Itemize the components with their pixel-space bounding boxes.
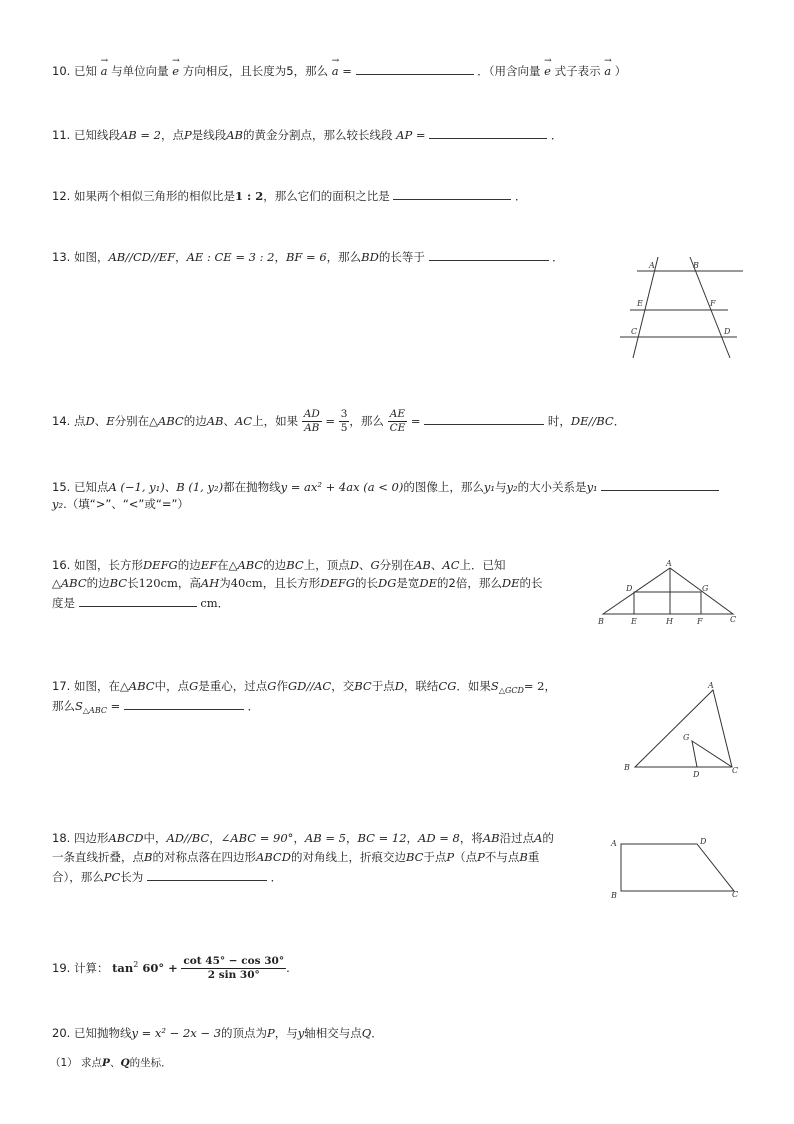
vector-e: → e [544,63,551,80]
math-ab: AB [206,414,224,428]
math-triangle-abc: △ABC [119,679,155,693]
question-14 [52,406,625,436]
q14-text-7: 时， [547,414,571,428]
answer-blank-10[interactable] [356,62,474,75]
math-bc: BC [286,558,304,572]
q14-text-8: ． [613,414,626,428]
math-defg: DEFG [142,558,178,572]
label-b: B [693,261,699,270]
math-ac: AC [234,414,253,428]
label-g: G [702,584,709,593]
q11-number: 11. 已知线段 [52,128,120,142]
q20-part-1-end: 的坐标． [129,1057,172,1069]
question-16 [52,557,506,574]
q18-text: ， [209,831,221,845]
math-d: D [349,558,359,572]
q16-text: ，且长方形 [262,576,321,590]
q18-text: 于点 [423,850,447,864]
label-e: E [637,299,643,308]
q16-text: 的长 [519,576,543,590]
answer-blank-15[interactable] [601,478,719,491]
q16-text: 的边 [86,576,110,590]
q13-text-5: ． [552,250,564,264]
math-p: P [183,128,192,142]
q15-text-3: 的图像上，那么 [403,480,484,494]
q11-text-1: ，点 [160,128,184,142]
question-13 [52,248,564,266]
triangle-abc [603,568,733,614]
q17-text: 于点 [371,679,395,693]
q10-number: 10. 已知 [52,64,97,78]
q15-text-4: 与 [494,480,507,494]
triangle-abc [635,690,732,767]
math-ratio: AE : CE = 3 : 2 [186,250,275,264]
label-b: B [624,763,630,772]
math-de: DE [501,576,520,590]
q18-text: ， [345,831,358,845]
q10-text-3: ．（用含向量 [477,64,541,78]
question-20 [52,1025,383,1042]
q16-text: 的边 [177,558,201,572]
q11-text-2: 是线段 [191,128,227,142]
math-tan-arg: 60° + [138,961,178,975]
q15-text-2: 都在抛物线 [223,480,281,494]
math-y: y [297,1026,305,1040]
math-ah: AH [200,576,220,590]
q17-text: ．如果 [456,679,491,693]
q16-text: 度是 [52,596,75,610]
label-b: B [611,891,617,900]
q17-text: 作 [276,679,288,693]
q15-hint: .（填“>”、“<”或“=”） [63,497,189,511]
label-a: A [649,261,655,270]
math-dg: DG [378,576,397,590]
q20-number: 20. 已知抛物线 [52,1026,132,1040]
q16-text: 的边 [263,558,287,572]
q12-text-3: ． [515,189,527,203]
q18-number: 18. 四边形 [52,831,109,845]
answer-blank-11[interactable] [429,126,547,139]
q16-text: 长 [127,576,139,590]
q17-text: 那么 [52,699,75,713]
math-parabola: y = ax² + 4ax (a < 0) [280,480,404,494]
q13-text-2: ， [274,250,286,264]
math-value: = 2 [523,679,545,693]
q17-number: 17. 如图，在 [52,679,120,693]
q11-text-3: 的黄金分割点，那么较长线段 [243,128,393,142]
math-ad-parallel-bc: AD//BC [166,831,210,845]
q14-text-3: 的边 [183,414,207,428]
q18-text: ， [406,831,419,845]
q16-text: 为 [219,576,231,590]
answer-blank-13[interactable] [429,248,549,261]
q16-text: 的2倍，那么 [437,576,502,590]
label-c: C [730,615,737,624]
q18-text: 长为 [120,870,144,884]
q10-text-4: 式子表示 [554,64,601,78]
math-ef: EF [200,558,218,572]
label-h: H [666,617,673,626]
label-d: D [724,327,731,336]
math-tan: tan [112,961,134,975]
math-parabola: y = x² − 2x − 3 [131,1026,222,1040]
q13-number: 13. 如图， [52,250,109,264]
q15-text-5: 的大小关系是 [517,480,587,494]
value-120cm: 120cm [138,576,178,590]
q18-text: （点 [454,850,478,864]
answer-blank-14[interactable] [424,412,544,425]
question-19 [52,950,290,983]
math-bc: BC [354,679,372,693]
q14-text-6: ，那么 [349,414,384,428]
q17-text: ，交 [331,679,355,693]
label-a: A [666,559,672,568]
math-p: P [477,850,485,864]
q20-text: ． [371,1026,383,1040]
question-18 [52,830,554,847]
figure-16-triangle-rectangle [595,558,745,628]
math-ab: AB = 2 [119,128,161,142]
q13-text-3: ，那么 [326,250,362,264]
math-gd-parallel-ac: GD//AC [287,679,332,693]
q16-text: 分别在 [379,558,415,572]
fraction-ae-ce: $\frac{AE}{CE}$ [389,408,406,434]
label-d: D [700,837,707,846]
q10-text-1: 与单位向量 [111,64,169,78]
q16-text: ，高 [177,576,201,590]
q17-text: ． [247,699,260,713]
q18-text: 的对角线上，折痕交边 [290,850,406,864]
label-c: C [732,890,739,899]
q17-text: 是重心，过点 [198,679,268,693]
vector-e: → e [172,63,179,80]
question-18-line2 [52,849,539,866]
equals-sign: = [110,699,121,713]
segments-gd-gc [692,741,732,767]
unit-cm: cm． [200,596,230,610]
math-exponent: 2 [133,960,139,969]
q19-end: . [286,961,290,975]
fraction-cot-cos: $\frac{\cot 45^\circ - \cos 30^\circ}{2 \sin 30^\circ}$ [183,955,285,981]
math-y2: y₂ [506,480,518,494]
math-abcd: ABCD [255,850,291,864]
question-18-line3 [52,868,282,886]
question-16-line2 [52,575,543,592]
math-d: D [394,679,404,693]
label-c: C [732,766,739,775]
vector-a: → a [332,63,339,80]
math-p: P [102,1057,110,1069]
answer-blank-12[interactable] [393,187,511,200]
q12-text: 12. 如果两个相似三角形的相似比是 [52,189,235,203]
q17-text: ， [544,679,556,693]
vector-a: → a [604,63,611,80]
q18-text: ． [270,870,283,884]
label-d: D [693,770,700,778]
math-ap: AP = [396,128,426,142]
equals-sign: = [325,414,336,428]
math-cg: CG [438,679,457,693]
math-e: E [106,414,115,428]
math-d: D [85,414,95,428]
math-y1: y₁ [483,480,495,494]
question-20-part-1 [50,1055,172,1072]
math-y2: y₂ [52,497,64,511]
math-ac: AC [442,558,460,572]
q14-text-4: 、 [223,414,235,428]
q16-text: 、 [430,558,443,572]
q20-part-1-text: 求点 [81,1057,103,1069]
figure-18-trapezoid [606,832,746,902]
trapezoid-abcd [621,844,734,891]
q17-text: ，联结 [403,679,439,693]
math-q: Q [120,1057,130,1069]
math-ad: AD = 8 [418,831,460,845]
q18-text: 中， [143,831,167,845]
math-sub-gcd: △GCD [498,686,524,695]
math-point-b: B (1, y₂) [176,480,224,494]
q14-number: 14. 点 [52,414,86,428]
value-40cm: 40cm [230,576,263,590]
math-p: P [446,850,455,864]
q18-text: 合），那么 [52,870,104,884]
question-11 [52,126,562,144]
question-17-line2 [52,697,259,719]
math-g: G [189,679,199,693]
q16-text: 在 [217,558,229,572]
q18-text: 重 [527,850,540,864]
math-pc: PC [103,870,121,884]
answer-blank-16[interactable] [79,594,197,607]
q14-text-1: 、 [94,414,107,428]
q12-text-2: ，那么它们的面积之比是 [263,189,390,203]
label-c: C [631,327,638,336]
question-12 [52,187,527,205]
q16-text: 上，顶点 [303,558,350,572]
q20-text: 的顶点为 [221,1026,268,1040]
label-f: F [710,299,716,308]
math-g: G [370,558,380,572]
question-16-line3 [52,594,229,612]
q17-text: 中，点 [154,679,190,693]
math-b: B [144,850,153,864]
math-abcd: ABCD [108,831,144,845]
q11-text-4: ． [550,128,563,142]
question-17 [52,678,556,699]
math-s: S [490,679,499,693]
equals-sign: = [410,414,421,428]
math-ab: AB [414,558,431,572]
q19-number: 19. 计算： [52,961,109,975]
rectangle-defg [634,592,701,614]
math-b: B [519,850,528,864]
math-angle-abc: ∠ABC = 90° [220,831,294,845]
q18-text: ，将 [459,831,483,845]
question-15 [52,478,719,496]
label-e: E [631,617,637,626]
q18-text: ， [293,831,305,845]
math-sub-abc: △ABC [82,706,107,715]
math-bd: BD [361,250,379,264]
label-a: A [708,681,714,690]
math-bf: BF = 6 [285,250,327,264]
q18-text: 一条直线折叠，点 [52,850,144,864]
q10-text-5: ） [614,64,627,78]
math-defg: DEFG [320,576,355,590]
q15-number: 15. 已知点 [52,480,109,494]
q13-text-4: 的长等于 [378,250,425,264]
q16-text: 的长 [355,576,378,590]
figure-13-parallel-lines [615,255,745,365]
q18-text: 沿过点 [499,831,535,845]
math-ab: AB = 5 [304,831,346,845]
part-1-number: （1） [50,1057,78,1069]
math-point-a: A (−1, y₁) [108,480,165,494]
math-ab: AB [482,831,500,845]
q16-number: 16. 如图，长方形 [52,558,143,572]
q14-text-2: 分别在 [114,414,150,428]
figure-17-triangle-centroid [620,678,745,778]
math-q: Q [361,1026,372,1040]
q10-text-2: 方向相反，且长度为5，那么 [182,64,329,78]
q14-text-5: 上，如果 [252,414,299,428]
q18-text: 的对称点落在四边形 [152,850,256,864]
answer-blank-17[interactable] [124,697,244,710]
fraction-3-5: $\frac{3}{5}$ [340,408,348,434]
math-bc: BC [405,850,424,864]
q20-text: 轴相交与点 [304,1026,362,1040]
q16-text: 上．已知 [459,558,506,572]
math-de: DE [419,576,438,590]
equals-sign: = [342,64,352,78]
math-triangle-abc: △ABC [228,558,264,572]
math-de-parallel-bc: DE//BC [570,414,614,428]
label-a: A [611,839,617,848]
math-y1: y₁ [586,480,598,494]
question-15-line2 [52,496,189,513]
math-triangle-abc: △ABC [52,576,87,590]
math-triangle-abc: △ABC [149,414,184,428]
vector-a: → a [101,63,108,80]
label-b: B [598,617,604,626]
math-ratio: 1 : 2 [234,189,264,203]
q15-text-1: 、 [164,480,177,494]
q16-text: 是宽 [396,576,420,590]
question-10 [52,62,626,80]
answer-blank-18[interactable] [147,868,267,881]
q18-text: 的 [542,831,554,845]
q13-text-1: ， [175,250,187,264]
q18-text: 不与点 [484,850,520,864]
math-ab: AB [226,128,243,142]
math-a: A [534,831,543,845]
label-f: F [697,617,703,626]
label-d: D [626,584,633,593]
q20-text: ，与 [274,1026,298,1040]
math-bc: BC = 12 [357,831,407,845]
math-bc: BC [109,576,128,590]
fraction-ad-ab: $\frac{AD}{AB}$ [303,408,320,434]
q20-sep: 、 [109,1057,121,1069]
label-g: G [683,733,690,742]
q16-text: 、 [358,558,371,572]
math-s: S [75,699,83,713]
math-g: G [267,679,277,693]
math-p: P [267,1026,275,1040]
math-parallel: AB//CD//EF [108,250,176,264]
